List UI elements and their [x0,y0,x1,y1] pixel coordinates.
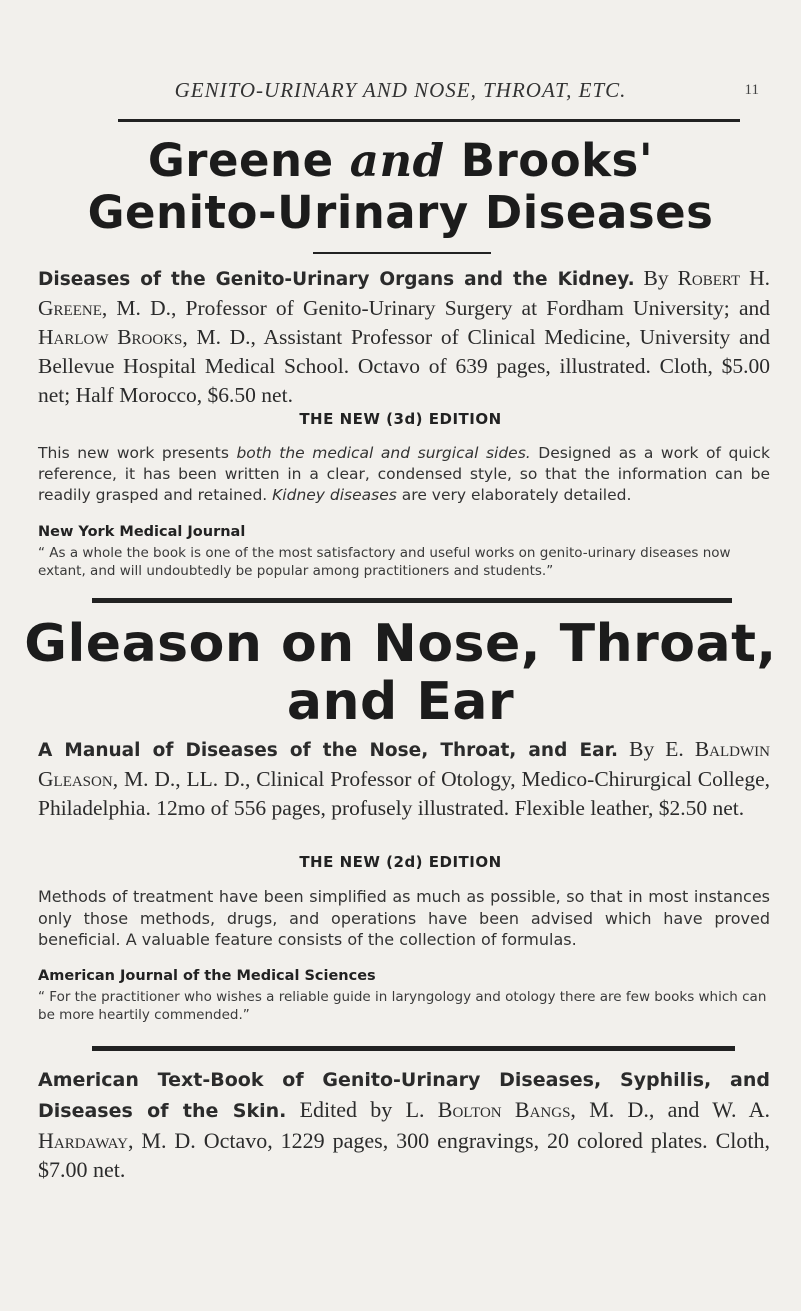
summary-text: This new work presents [38,444,237,462]
title-underline [313,252,491,254]
journal-name: New York Medical Journal [38,524,246,540]
gleason-title-line-2: and Ear [286,672,515,732]
review-quote: “ As a whole the book is one of the most satisfactory and useful works on genito-urinary diseases now extant, and will undoubtedly be popular among practitioners and students.” [38,545,731,579]
edition-label: THE NEW (3d) EDITION [299,410,502,428]
summary-text: are very elaborately detailed. [396,486,632,504]
body-text: , M. D., LL. D., Clinical Professor of Otology, Medico-Chirurgical College, Philadelphia. 12mo of 556 pages, profusely illustrated. Flexible leather, $2.50 net. [38,767,770,820]
running-head: GENITO-URINARY AND NOSE, THROAT, ETC. [174,78,627,102]
title-text: Greene [147,134,350,187]
body-text: By [634,266,678,290]
greene-description [38,264,770,410]
gleason-summary: Methods of treatment have been simplified as much as possible, so that in most instances only those methods, drugs, and operations have been advised which have proved beneficial. A valuable feature consists of the collection of formulas. [38,887,770,949]
review-quote: “ For the practitioner who wishes a reliable guide in laryngology and otology there are few books which can be more heartily commended.” [38,989,767,1023]
body-text: , M. D., Professor of Genito-Urinary Surgery at Fordham University; and [101,296,770,320]
body-text: By E. [618,737,695,761]
author-name: Harlow Brooks [38,325,183,349]
section-divider [92,598,732,603]
author-name: Baldwin Gleason [38,737,770,791]
summary-emphasis: both the medical and surgical sides. [236,444,531,462]
book-title: Diseases of the Genito-Urinary Organs and the Kidney. [38,269,635,290]
body-text: , M. D. Octavo, 1229 pages, 300 engravings, 20 colored plates. Cloth, $7.00 net. [38,1128,770,1182]
edition-label: THE NEW (2d) EDITION [299,853,502,871]
greene-title-line-1 [0,134,801,187]
title-ampersand: and [349,134,445,187]
summary-text: Designed as a work of quick reference, it has been written in a clear, condensed style, so that the information can be readily grasped and retained. [38,444,770,504]
greene-title-line-2: Genito-Urinary Diseases [87,186,714,239]
greene-summary [38,443,770,506]
american-textbook-description [38,1064,770,1184]
body-text: , M. D., Assistant Professor of Clinical Medicine, University and Bellevue Hospital Medical School. Octavo of 639 pages, illustrated. Cloth, $5.00 net; Half Morocco, $6.50 net. [38,325,771,407]
author-name: Hardaway [38,1128,128,1153]
body-text: , M. D., and W. A. [570,1097,770,1122]
author-name: Robert H. Greene [38,266,770,320]
journal-name: American Journal of the Medical Sciences [38,968,376,984]
author-name: Bolton Bangs [437,1097,571,1122]
header-rule [118,119,740,122]
title-text: Brooks' [444,134,654,187]
section-divider [92,1046,735,1051]
book-title: A Manual of Diseases of the Nose, Throat, and Ear. [38,740,619,761]
body-text: Edited by L. [286,1097,438,1122]
gleason-title-line-1: Gleason on Nose, Throat, [24,614,777,674]
summary-emphasis: Kidney diseases [272,486,397,504]
page-number: 11 [744,82,759,98]
gleason-description [38,735,770,823]
book-title: American Text-Book of Genito-Urinary Diseases, Syphilis, and Diseases of the Skin. [38,1069,770,1122]
